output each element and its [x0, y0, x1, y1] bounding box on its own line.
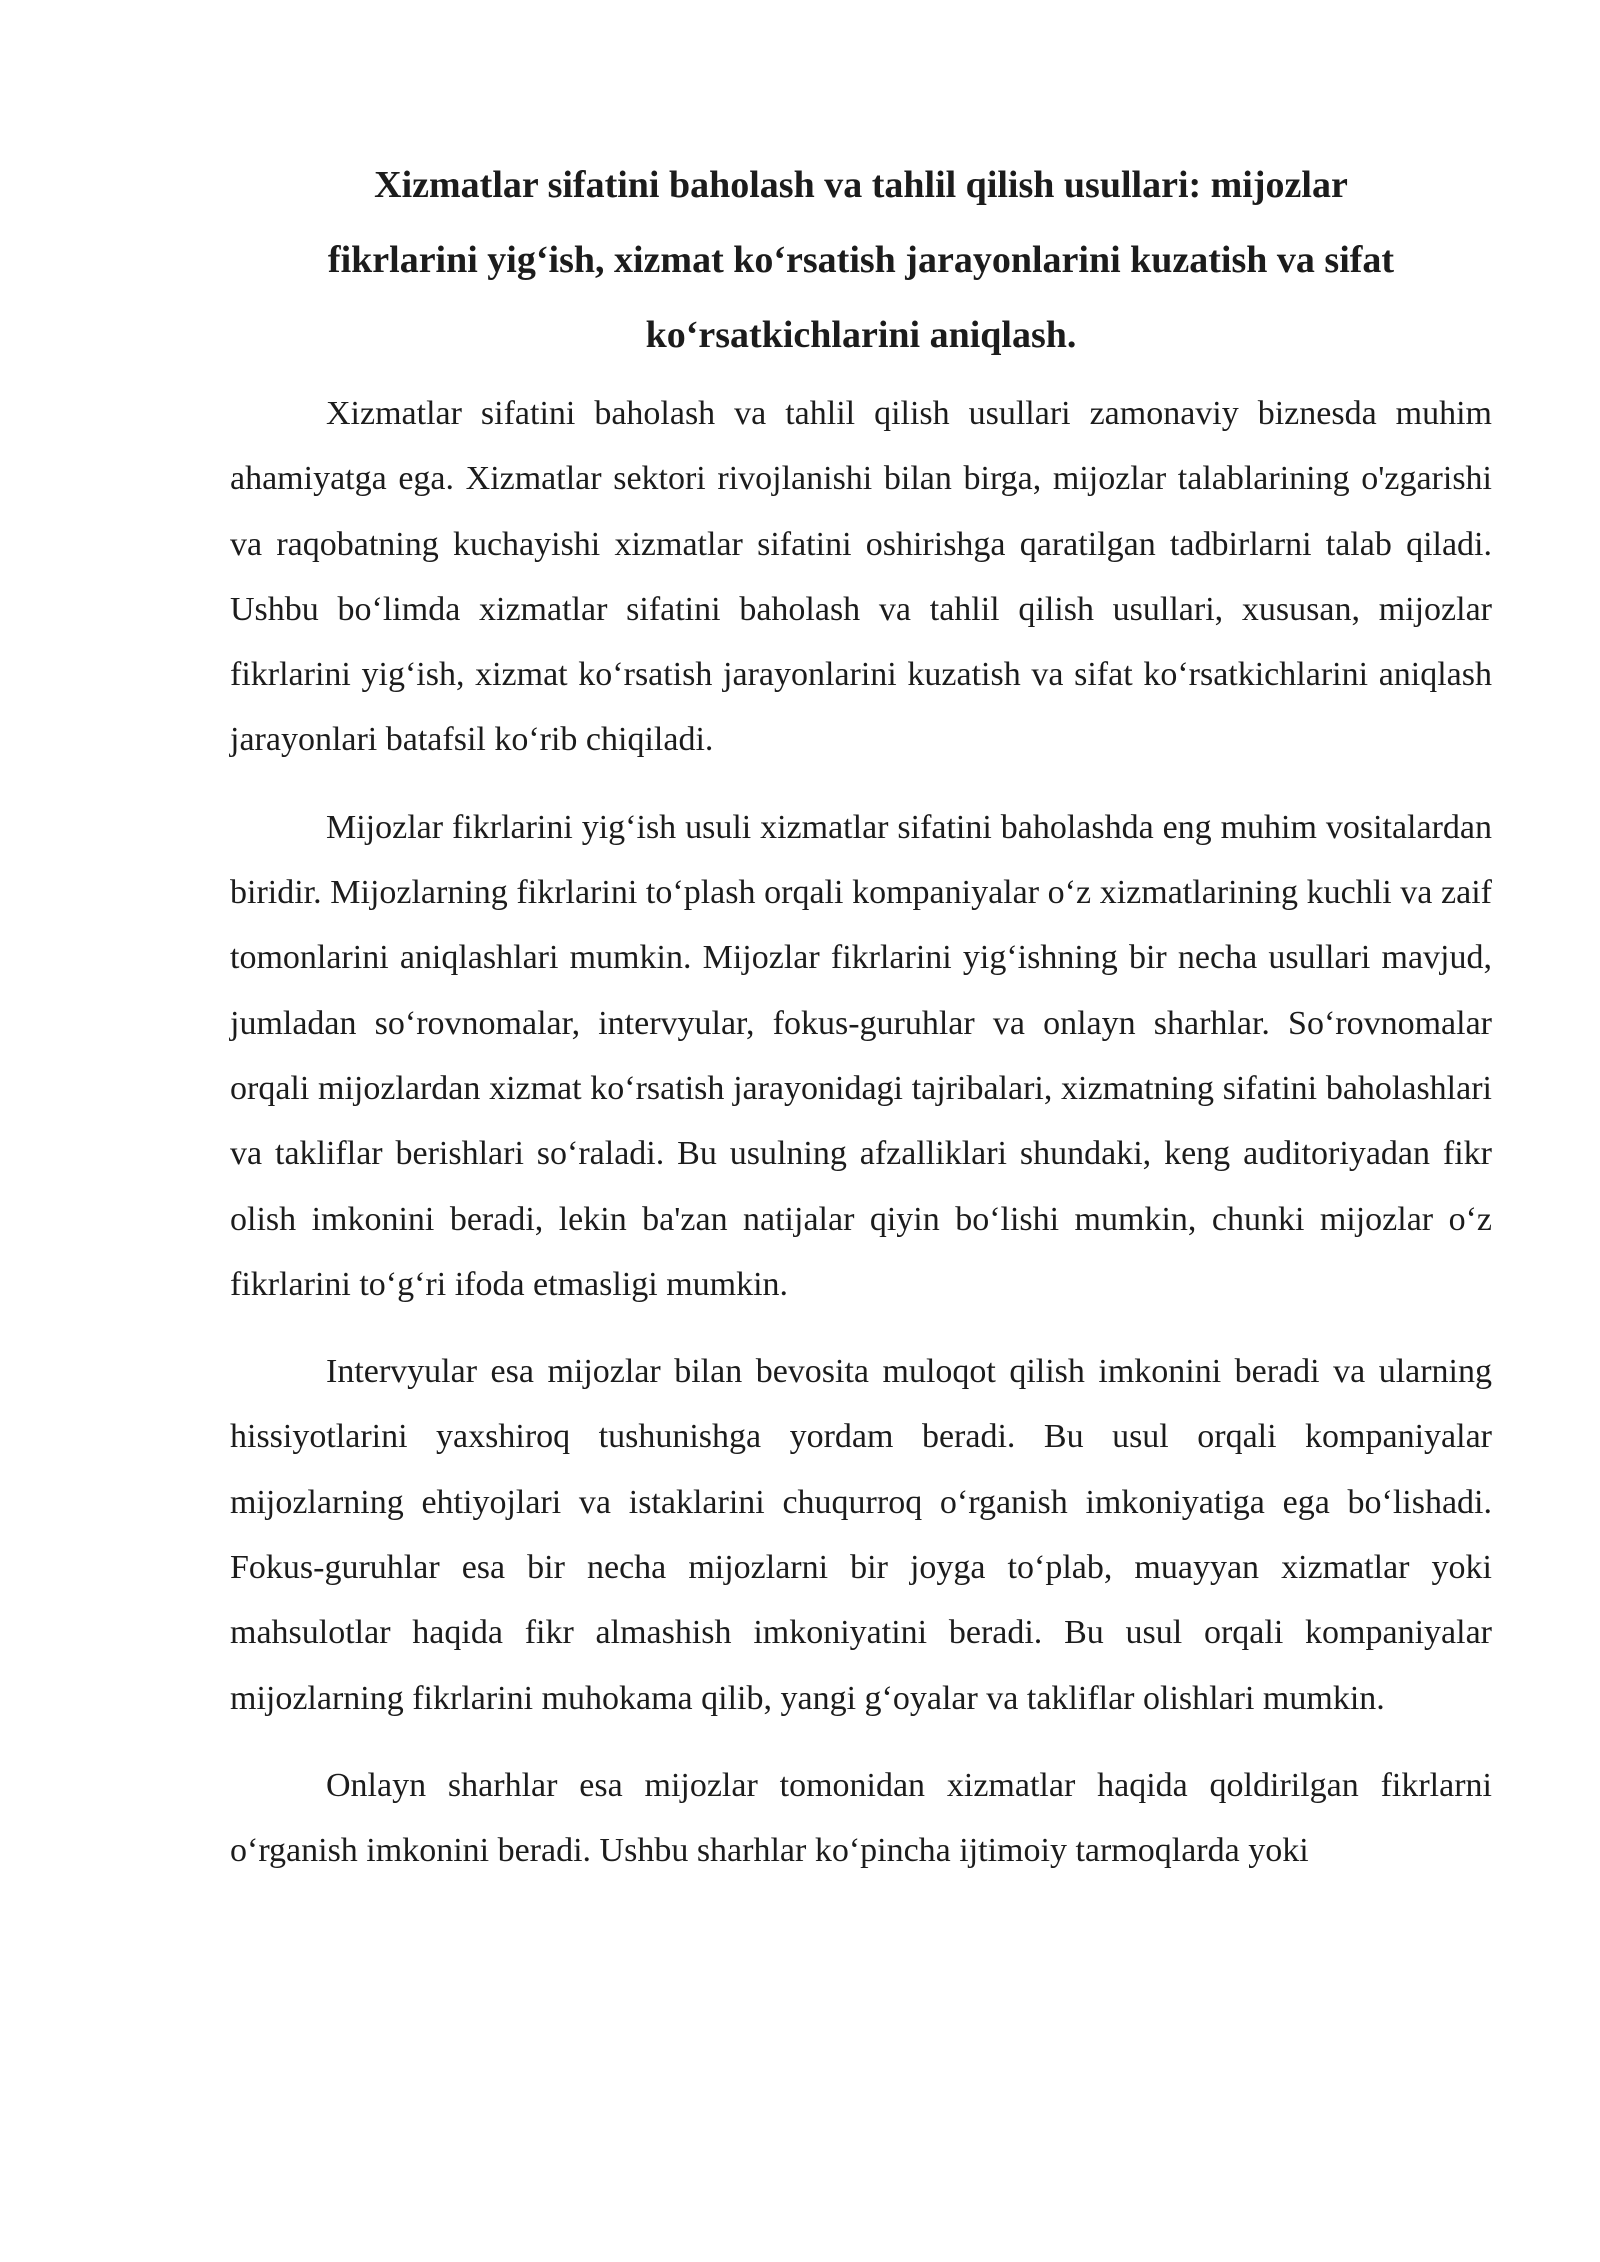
document-title: Xizmatlar sifatini baholash va tahlil qilish usullari: mijozlar fikrlarini yig‘ish, xizmat ko‘rsatish jarayonlarini kuzatish va sifat ko‘rsatkichlarini aniqlash.: [327, 164, 1395, 356]
document-content: [230, 148, 1492, 1884]
paragraph-4: Onlayn sharhlar esa mijozlar tomonidan xizmatlar haqida qoldirilgan fikrlarni o‘rganish imkonini beradi. Ushbu sharhlar ko‘pincha ijtimoiy tarmoqlarda yoki: [230, 1766, 1492, 1870]
paragraph-2: Mijozlar fikrlarini yig‘ish usuli xizmatlar sifatini baholashda eng muhim vositalardan biridir. Mijozlarning fikrlarini to‘plash orqali kompaniyalar o‘z xizmatlarining kuchli va zaif tomonlarini aniqlashlari mumkin. Mijozlar fikrlarini yig‘ishning bir necha usullari mavjud, jumladan so‘rovnomalar, intervyular, fokus-guruhlar va onlayn sharhlar. So‘rovnomalar orqali mijozlardan xizmat ko‘rsatish jarayonidagi tajribalari, xizmatning sifatini baholashlari va takliflar berishlari so‘raladi. Bu usulning afzalliklari shundaki, keng auditoriyadan fikr olish imkonini beradi, lekin ba'zan natijalar qiyin bo‘lishi mumkin, chunki mijozlar o‘z fikrlarini to‘g‘ri ifoda etmasligi mumkin.: [230, 808, 1492, 1303]
paragraph-3: Intervyular esa mijozlar bilan bevosita muloqot qilish imkonini beradi va ularning hissiyotlarini yaxshiroq tushunishga yordam beradi. Bu usul orqali kompaniyalar mijozlarning ehtiyojlari va istaklarini chuqurroq o‘rganish imkoniyatiga ega bo‘lishadi. Fokus-guruhlar esa bir necha mijozlarni bir joyga to‘plab, muayyan xizmatlar yoki mahsulotlar haqida fikr almashish imkoniyatini beradi. Bu usul orqali kompaniyalar mijozlarning fikrlarini muhokama qilib, yangi g‘oyalar va takliflar olishlari mumkin.: [230, 1353, 1492, 1717]
paragraph-1: Xizmatlar sifatini baholash va tahlil qilish usullari zamonaviy biznesda muhim ahamiyatga ega. Xizmatlar sektori rivojlanishi bilan birga, mijozlar talablarining o'zgarishi va raqobatning kuchayishi xizmatlar sifatini oshirishga qaratilgan tadbirlarni talab qiladi. Ushbu bo‘limda xizmatlar sifatini baholash va tahlil qilish usullari, xususan, mijozlar fikrlarini yig‘ish, xizmat ko‘rsatish jarayonlarini kuzatish va sifat ko‘rsatkichlarini aniqlash jarayonlari batafsil ko‘rib chiqiladi.: [230, 395, 1492, 759]
